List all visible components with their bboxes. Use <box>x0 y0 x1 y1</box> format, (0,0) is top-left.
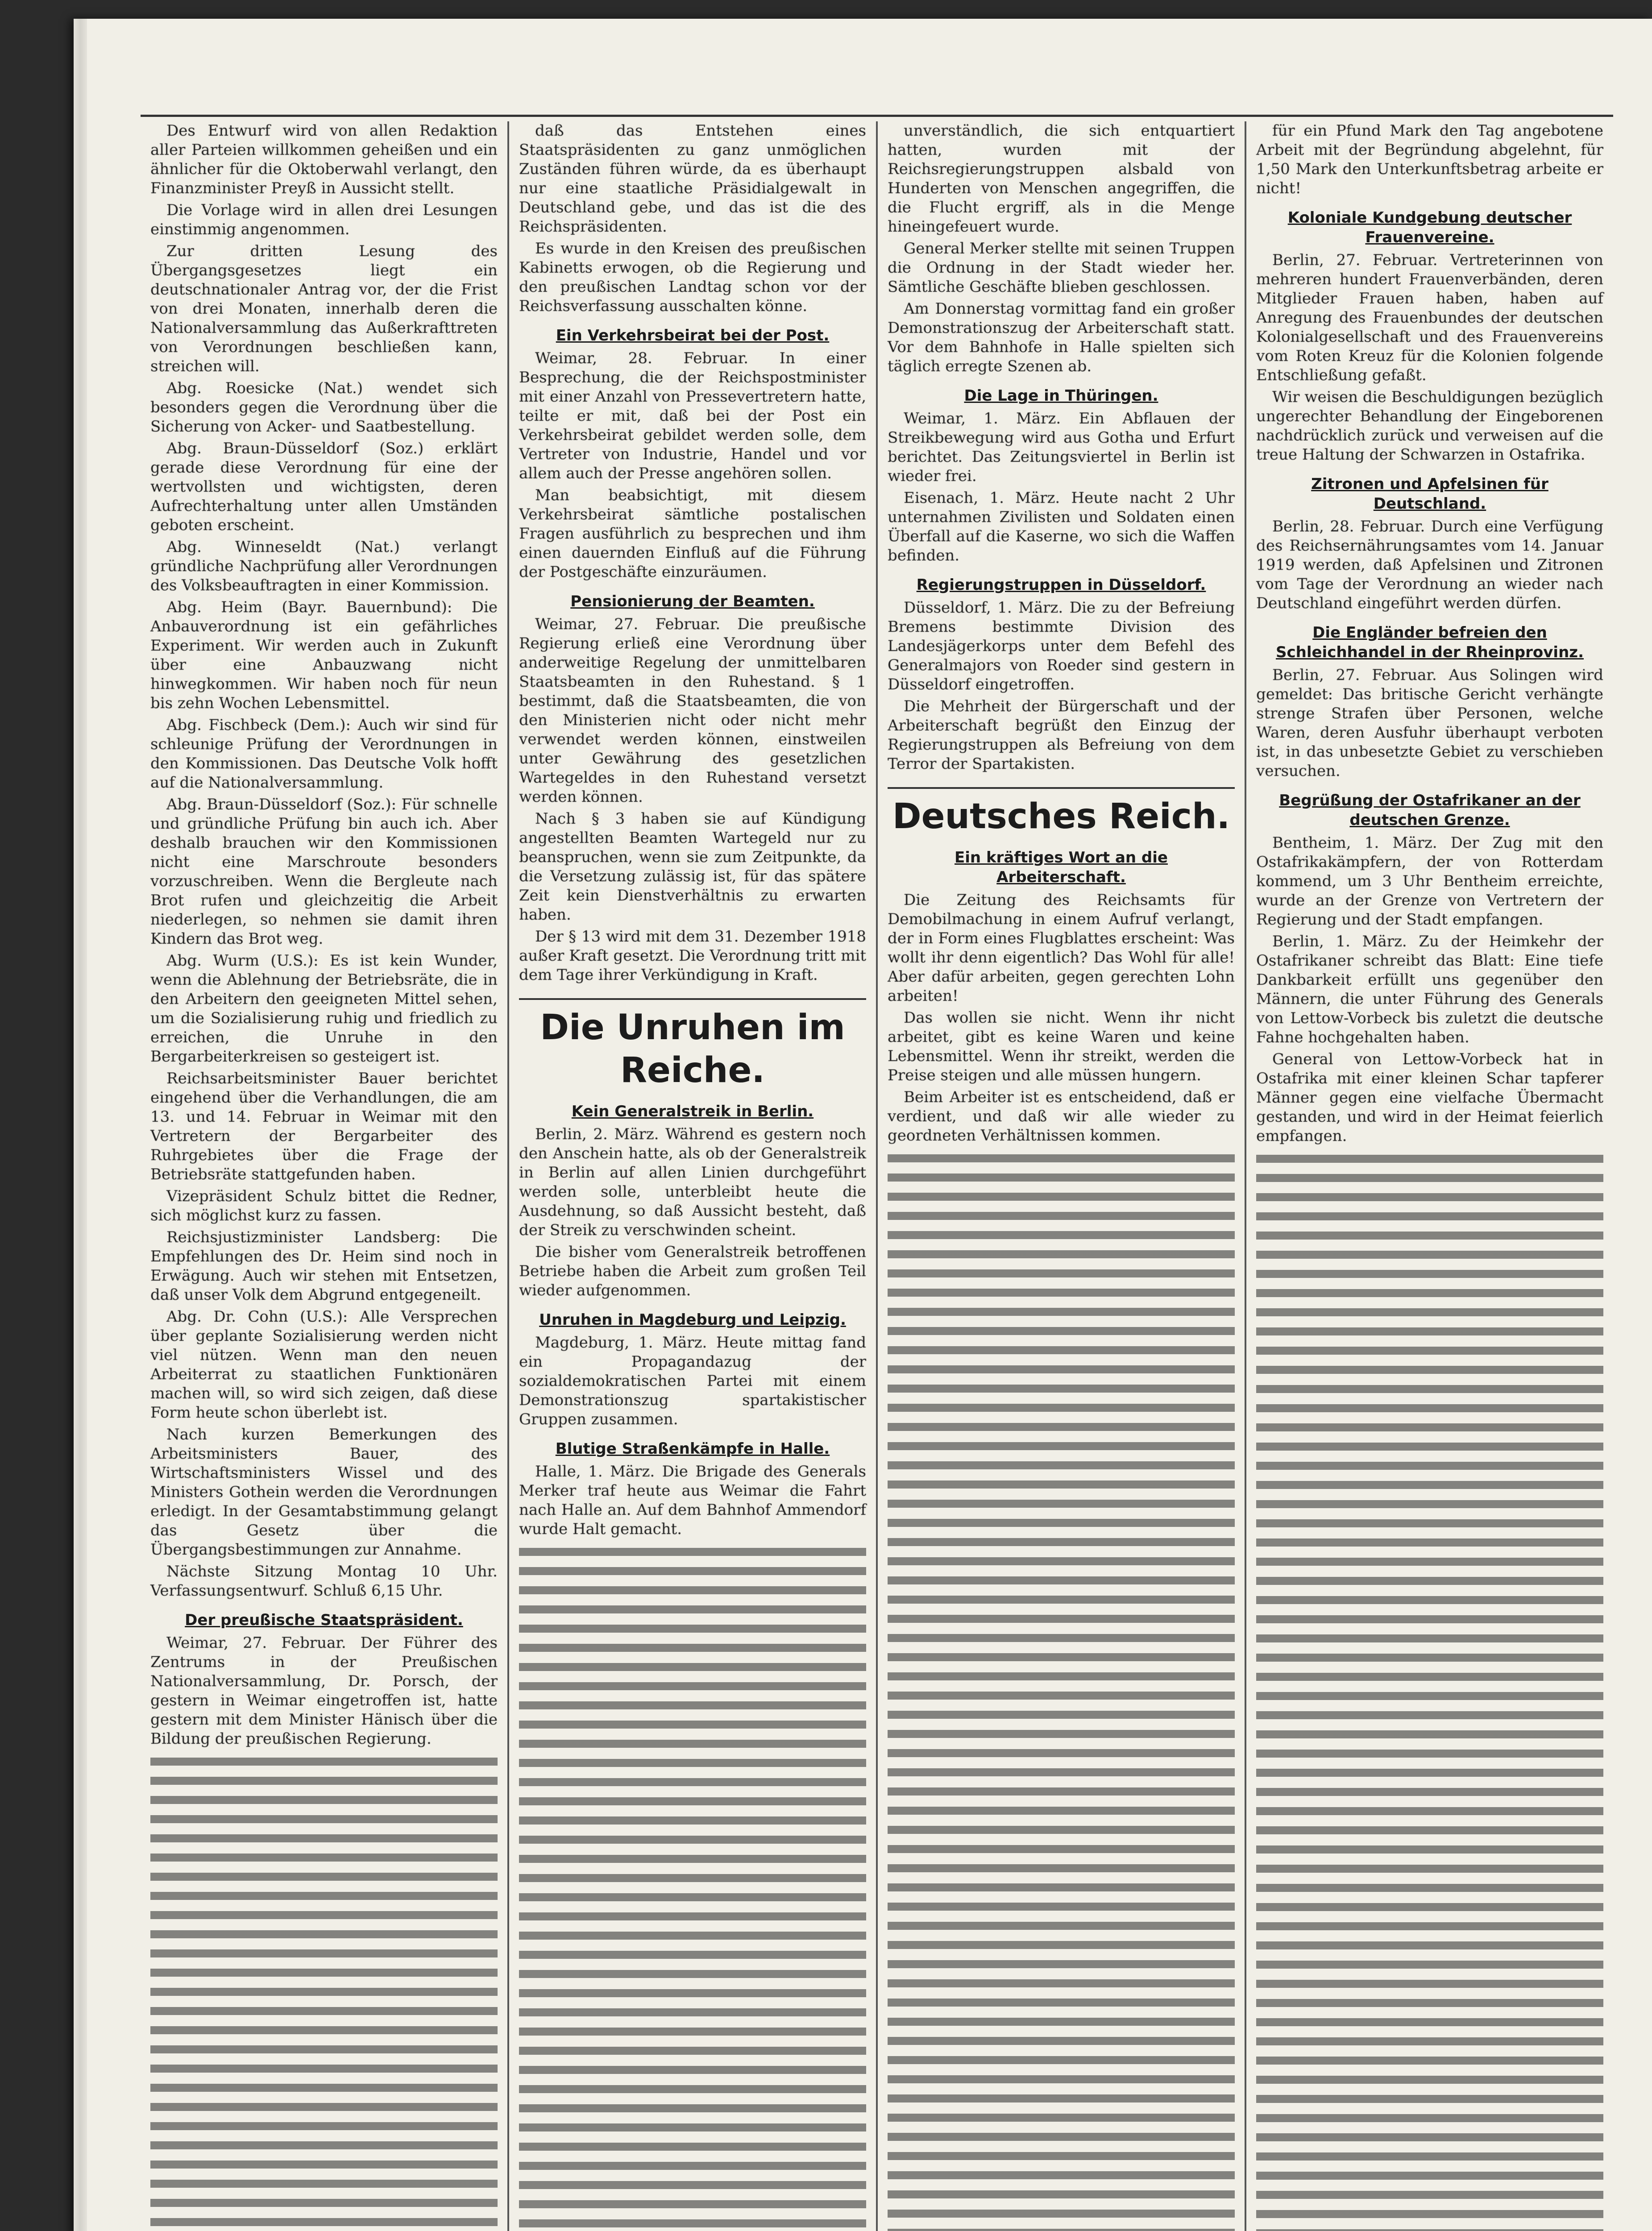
illegible-text-area <box>888 1148 1235 2231</box>
column-1 <box>141 121 507 2231</box>
article-heading: Ein Verkehrsbeirat bei der Post. <box>556 327 830 344</box>
article-paragraph: Weimar, 27. Februar. Die preußische Regierung erließ eine Verordnung über anderweitige Regelung der unmittelbaren Staatsbeamten in den Ruhestand. § 1 bestimmt, daß die Staatsbeamten, die von den Ministerien nicht oder nicht mehr verwendet werden können, einstweilen unter Gewährung des gesetzlichen Wartegeldes in den Ruhestand versetzt werden können. <box>519 615 866 806</box>
article-paragraph: Berlin, 1. März. Zu der Heimkehr der Ostafrikaner schreibt das Blatt: Eine tiefe Dankbarkeit erfüllt uns gegenüber den Männern, die unter Führung des Generals von Lettow-Vorbeck bis zuletzt die deutsche Fahne hochgehalten haben. <box>1256 933 1603 1046</box>
article-paragraph: Weimar, 28. Februar. In einer Besprechung, die der Reichspostminister mit einer Anzahl von Pressevertretern hatte, teilte er mit, daß bei der Post ein Verkehrsbeirat gebildet werden solle, dem Vertreter von Industrie, Handel und vor allem auch der Presse angehören sollen. <box>519 349 866 482</box>
article-paragraph: General Merker stellte mit seinen Truppen die Ordnung in der Stadt wieder her. Sämtliche Geschäfte blieben geschlossen. <box>888 240 1235 296</box>
article-paragraph: Berlin, 2. März. Während es gestern noch den Anschein hatte, als ob der Generalstreik in Berlin auf allen Linien durchgeführt werden solle, unterbleibt heute die Ausdehnung, so daß Aussicht besteht, daß der Streik zu verschwinden scheint. <box>519 1125 866 1239</box>
article-paragraph: Die bisher vom Generalstreik betroffenen Betriebe haben die Arbeit zum großen Teil wieder aufgenommen. <box>519 1243 866 1299</box>
article-paragraph: Abg. Dr. Cohn (U.S.): Alle Versprechen über geplante Sozialisierung werden nicht viel nützen. Wenn man den neuen Arbeiterrat zu staatlichen Funktionären machen will, so wird sich zeigen, daß diese Form heute schon überlebt ist. <box>150 1308 498 1422</box>
article-paragraph: Bentheim, 1. März. Der Zug mit den Ostafrikakämpfern, der von Rotterdam kommend, um 3 Uhr Bentheim erreichte, wurde an der Grenze von Vertretern der Regierung und der Stadt empfangen. <box>1256 834 1603 929</box>
article-paragraph: Weimar, 1. März. Ein Abflauen der Streikbewegung wird aus Gotha und Erfurt berichtet. Das Zeitungsviertel in Berlin ist wieder frei. <box>888 410 1235 485</box>
article-paragraph: Das wollen sie nicht. Wenn ihr nicht arbeitet, gibt es keine Waren und keine Lebensmittel. Wenn ihr streikt, werden die Preise steigen und alle müssen hungern. <box>888 1009 1235 1084</box>
article-paragraph: Magdeburg, 1. März. Heute mittag fand ein Propagandazug der sozialdemokratischen Partei mit einem Demonstrationszug spartakistischer Gruppen zusammen. <box>519 1334 866 1428</box>
article-paragraph: Der § 13 wird mit dem 31. Dezember 1918 außer Kraft gesetzt. Die Verordnung tritt mit dem Tage ihrer Verkündigung in Kraft. <box>519 928 866 984</box>
column-2 <box>507 121 876 2231</box>
top-rule <box>141 115 1613 117</box>
article-heading: Die Engländer befreien den Schleichhandel in der Rheinprovinz. <box>1275 624 1584 661</box>
article-paragraph: Die Zeitung des Reichsamts für Demobilmachung in einem Aufruf verlangt, der in Form eines Flugblattes erscheint: Was wollt ihr denn eigentlich? Das Wohl für alle! Aber dafür arbeiten, gegen gerechten Lohn arbeiten! <box>888 891 1235 1005</box>
article-heading: Zitronen und Apfelsinen für Deutschland. <box>1311 475 1548 513</box>
article-paragraph: Nächste Sitzung Montag 10 Uhr. Verfassungsentwurf. Schluß 6,15 Uhr. <box>150 1563 498 1600</box>
article-paragraph: Abg. Braun-Düsseldorf (Soz.) erklärt gerade diese Verordnung für eine der wertvollsten und wichtigsten, deren Aufrechterhaltung unter allen Umständen geboten erscheint. <box>150 440 498 534</box>
article-paragraph: Es wurde in den Kreisen des preußischen Kabinetts erwogen, ob die Regierung und den preußischen Landtag schon vor der Reichsverfassung ausschalten könne. <box>519 240 866 315</box>
article-heading: Pensionierung der Beamten. <box>570 593 815 610</box>
article-paragraph: Reichsjustizminister Landsberg: Die Empfehlungen des Dr. Heim sind noch in Erwägung. Auch wir stehen mit Entsetzen, daß unser Volk dem Abgrund entgegeneilt. <box>150 1228 498 1304</box>
article-heading: Regierungstruppen in Düsseldorf. <box>916 576 1206 594</box>
column-container <box>141 121 1613 2231</box>
article-paragraph: Berlin, 28. Februar. Durch eine Verfügung des Reichsernährungsamtes vom 14. Januar 1919 werden, daß Apfelsinen und Zitronen vom Tage der Verordnung an wieder nach Deutschland eingeführt werden dürfen. <box>1256 518 1603 612</box>
article-paragraph: Abg. Winneseldt (Nat.) verlangt gründliche Nachprüfung aller Verordnungen des Volksbeauftragten in einer Kommission. <box>150 538 498 594</box>
article-paragraph: Abg. Fischbeck (Dem.): Auch wir sind für schleunige Prüfung der Verordnungen in den Kommissionen. Das Deutsche Volk hofft auf die Nationalversammlung. <box>150 716 498 792</box>
article-paragraph: für ein Pfund Mark den Tag angebotene Arbeit mit der Begründung abgelehnt, für 1,50 Mark den Unterkunftsbetrag arbeite er nicht! <box>1256 122 1603 197</box>
article-paragraph: Die Vorlage wird in allen drei Lesungen einstimmig angenommen. <box>150 201 498 238</box>
article-paragraph: Man beabsichtigt, mit diesem Verkehrsbeirat sämtliche postalischen Fragen ausführlich zu besprechen und ihm einen dauernden Einfluß auf die Führung der Postgeschäfte einzuräumen. <box>519 486 866 581</box>
article-heading: Begrüßung der Ostafrikaner an der deutschen Grenze. <box>1279 792 1581 829</box>
article-paragraph: Zur dritten Lesung des Übergangsgesetzes liegt ein deutschnationaler Antrag vor, der die Frist von drei Monaten, innerhalb deren die Nationalversammlung das Außerkrafttreten von Verordnungen beschließen kann, streichen will. <box>150 242 498 375</box>
article-paragraph: Halle, 1. März. Die Brigade des Generals Merker traf heute aus Weimar die Fahrt nach Halle an. Auf dem Bahnhof Ammendorf wurde Halt gemacht. <box>519 1463 866 1538</box>
article-heading: Kein Generalstreik in Berlin. <box>571 1103 814 1120</box>
article-paragraph: Berlin, 27. Februar. Aus Solingen wird gemeldet: Das britische Gericht verhängte strenge Strafen über Personen, welche Waren, deren Ausfuhr überhaupt verboten ist, in das unbesetzte Gebiet zu verschieben versuchen. <box>1256 666 1603 780</box>
illegible-text-area <box>519 1542 866 2231</box>
article-heading: Der preußische Staatspräsident. <box>185 1611 463 1629</box>
article-paragraph: Die Mehrheit der Bürgerschaft und der Arbeiterschaft begrüßt den Einzug der Regierungstruppen als Befreiung von dem Terror der Spartakisten. <box>888 697 1235 773</box>
article-paragraph: Am Donnerstag vormittag fand ein großer Demonstrationszug der Arbeiterschaft statt. Vor dem Bahnhofe in Halle spielten sich täglich erregte Szenen ab. <box>888 300 1235 375</box>
article-heading: Unruhen in Magdeburg und Leipzig. <box>539 1311 846 1329</box>
article-paragraph: Düsseldorf, 1. März. Die zu der Befreiung Bremens bestimmte Division des Landesjägerkorps unter dem Befehl des Generalmajors von Roeder sind gestern in Düsseldorf eingetroffen. <box>888 599 1235 693</box>
newspaper-page <box>74 19 1652 2231</box>
article-heading: Blutige Straßenkämpfe in Halle. <box>555 1440 830 1458</box>
column-4 <box>1245 121 1613 2231</box>
article-paragraph: Berlin, 27. Februar. Vertreterinnen von mehreren hundert Frauenverbänden, deren Mitglieder Frauen haben, haben auf Anregung des Frauenbundes der deutschen Kolonialgesellschaft und des Frauenvereins vom Roten Kreuz für die Kolonien folgende Entschließung gefaßt. <box>1256 251 1603 384</box>
article-paragraph: Abg. Heim (Bayr. Bauernbund): Die Anbauverordnung ist ein gefährliches Experiment. Wir werden auch in Zukunft über eine Anbauzwang nicht hinwegkommen. Wir haben noch für neun bis zehn Wochen Lebensmittel. <box>150 598 498 712</box>
section-heading: Die Unruhen im Reiche. <box>519 998 866 1092</box>
article-paragraph: Vizepräsident Schulz bittet die Redner, sich möglichst kurz zu fassen. <box>150 1187 498 1224</box>
article-paragraph: Eisenach, 1. März. Heute nacht 2 Uhr unternahmen Zivilisten und Soldaten einen Überfall auf die Kaserne, wo sich die Waffen befinden. <box>888 489 1235 564</box>
article-paragraph: Des Entwurf wird von allen Redaktion aller Parteien willkommen geheißen und ein ähnlicher für die Oktoberwahl verlangt, den Finanzminister Preyß in Aussicht stellt. <box>150 122 498 197</box>
article-paragraph: Abg. Roesicke (Nat.) wendet sich besonders gegen die Verordnung über die Sicherung von Acker- und Saatbestellung. <box>150 379 498 435</box>
article-paragraph: Nach § 3 haben sie auf Kündigung angestellten Beamten Wartegeld nur zu beanspruchen, wenn sie zum Zeitpunkte, da die Versetzung zulässig ist, für das spätere Zeit kein Dienstverhältnis zu erwarten haben. <box>519 810 866 924</box>
article-heading: Die Lage in Thüringen. <box>964 387 1158 405</box>
article-paragraph: General von Lettow-Vorbeck hat in Ostafrika mit einer kleinen Schar tapferer Männer gegen eine vielfache Übermacht gestanden, und wird in der Heimat feierlich empfangen. <box>1256 1050 1603 1145</box>
page-fold-shadow <box>74 19 87 2231</box>
illegible-text-area <box>1256 1149 1603 2231</box>
article-paragraph: Beim Arbeiter ist es entscheidend, daß er verdient, und daß wir alle wieder zu geordneten Verhältnissen kommen. <box>888 1088 1235 1145</box>
section-heading: Deutsches Reich. <box>888 787 1235 838</box>
article-paragraph: Abg. Braun-Düsseldorf (Soz.): Für schnelle und gründliche Prüfung bin auch ich. Aber deshalb brauchen wir den Kommissionen nicht eine Marschroute besonders vorzuschreiben. Wenn die Bergleute nach Brot rufen und gleichzeitig die Arbeit niederlegen, so nehmen sie damit ihren Kindern das Brot weg. <box>150 796 498 948</box>
article-paragraph: Nach kurzen Bemerkungen des Arbeitsministers Bauer, des Wirtschaftsministers Wissel und des Ministers Gothein werden die Verordnungen erledigt. In der Gesamtabstimmung gelangt das Gesetz über die Übergangsbestimmungen zur Annahme. <box>150 1426 498 1559</box>
article-paragraph: daß das Entstehen eines Staatspräsidenten zu ganz unmöglichen Zuständen führen würde, da es überhaupt nur eine staatliche Präsidialgewalt in Deutschland gebe, und das ist die des Reichspräsidenten. <box>519 122 866 236</box>
article-heading: Koloniale Kundgebung deutscher Frauenvereine. <box>1287 209 1572 246</box>
article-paragraph: Weimar, 27. Februar. Der Führer des Zentrums in der Preußischen Nationalversammlung, Dr. Porsch, der gestern in Weimar eingetroffen ist, hatte gestern mit dem Minister Hänisch über die Bildung der preußischen Regierung. <box>150 1634 498 1748</box>
article-heading: Ein kräftiges Wort an die Arbeiterschaft. <box>955 849 1168 886</box>
article-paragraph: Reichsarbeitsminister Bauer berichtet eingehend über die Verhandlungen, die am 13. und 14. Februar in Weimar mit den Vertretern der Bergarbeiter des Ruhrgebietes über die Frage der Betriebsräte stattgefunden haben. <box>150 1070 498 1183</box>
article-paragraph: Wir weisen die Beschuldigungen bezüglich ungerechter Behandlung der Eingeborenen nachdrücklich zurück und verweisen auf die treue Haltung der Schwarzen in Ostafrika. <box>1256 388 1603 464</box>
column-3 <box>876 121 1245 2231</box>
article-paragraph: Abg. Wurm (U.S.): Es ist kein Wunder, wenn die Ablehnung der Betriebsräte, die in den Arbeitern den geeigneten Mittel sehen, um die Sozialisierung ruhig und friedlich zu erreichen, die Unruhe in den Bergarbeiterkreisen so gesteigert ist. <box>150 952 498 1066</box>
illegible-text-area <box>150 1751 498 2231</box>
article-paragraph: unverständlich, die sich entquartiert hatten, wurden mit der Reichsregierungstruppen alsbald von Hunderten von Menschen angegriffen, die die Flucht ergriff, als in die Menge hineingefeuert wurde. <box>888 122 1235 236</box>
